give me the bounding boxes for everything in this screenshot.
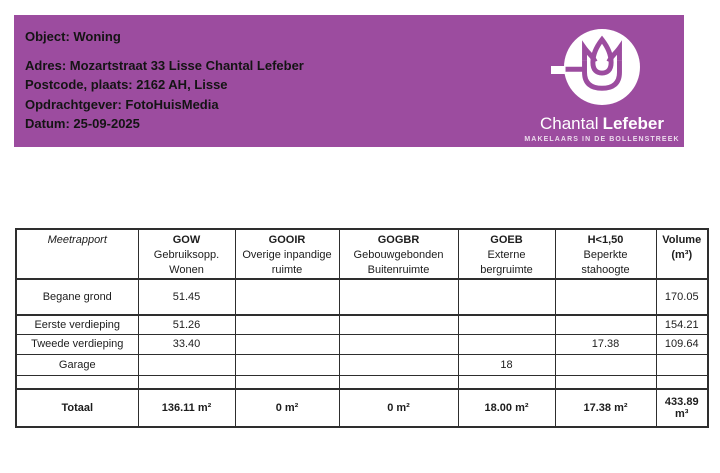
tulip-icon: [564, 29, 640, 105]
row-label: Begane grond: [16, 279, 138, 315]
col-desc: bergruimte: [480, 264, 533, 276]
cell-gow: 136.11 m²: [138, 389, 235, 427]
cell-goeb: 18.00 m²: [458, 389, 555, 427]
meetrapport-table: [15, 228, 709, 428]
cell-gogbr: [339, 334, 458, 354]
header-row: [16, 229, 708, 279]
cell-gooir: [235, 354, 339, 375]
cell-gooir: [235, 334, 339, 354]
col-code: GOOIR: [268, 234, 306, 246]
cell-gow: 33.40: [138, 334, 235, 354]
cell-goeb: [458, 334, 555, 354]
cell-volume: 154.21: [656, 315, 708, 334]
col-header-gooir: [235, 229, 339, 279]
brand-wordmark: [540, 114, 664, 134]
row-eerste-verdieping: [16, 315, 708, 334]
col-code: H<1,50: [587, 234, 624, 246]
cell-h150: [555, 375, 656, 389]
brand-logo: [523, 15, 681, 147]
col-code: GOW: [172, 234, 201, 246]
row-label: [16, 375, 138, 389]
info-panel: [14, 15, 684, 147]
col-header-gow: [138, 229, 235, 279]
col-header-goeb: [458, 229, 555, 279]
row-label: Tweede verdieping: [16, 334, 138, 354]
info-text: [25, 27, 304, 134]
col-desc: Externe: [487, 249, 526, 261]
cell-goeb: [458, 375, 555, 389]
cell-volume: 170.05: [656, 279, 708, 315]
col-header-volume: [656, 229, 708, 279]
cell-gow: [138, 375, 235, 389]
col-desc: (m³): [671, 249, 693, 261]
opdrachtgever-line: Opdrachtgever: FotoHuisMedia: [25, 96, 219, 112]
row-label: Eerste verdieping: [16, 315, 138, 334]
cell-goeb: 18: [458, 354, 555, 375]
cell-goeb: [458, 279, 555, 315]
datum-line: Datum: 25-09-2025: [25, 116, 140, 131]
cell-volume: [656, 354, 708, 375]
col-code: GOEB: [490, 234, 523, 246]
object-line: Object: Woning: [25, 29, 121, 44]
cell-gow: 51.45: [138, 279, 235, 315]
adres-line: Adres: Mozartstraat 33 Lisse Chantal Lefeber: [25, 57, 304, 73]
corner-cell: Meetrapport: [16, 229, 138, 279]
cell-h150: [555, 279, 656, 315]
col-desc: stahoogte: [581, 264, 630, 276]
col-desc: Buitenruimte: [367, 264, 430, 276]
row-tweede-verdieping: [16, 334, 708, 354]
col-desc: Wonen: [169, 264, 204, 276]
row-blank: [16, 375, 708, 389]
cell-gooir: [235, 375, 339, 389]
cell-h150: [555, 354, 656, 375]
postcode-line: Postcode, plaats: 2162 AH, Lisse: [25, 77, 228, 92]
cell-gogbr: [339, 375, 458, 389]
col-desc: ruimte: [271, 264, 303, 276]
col-desc: Beperkte: [583, 249, 628, 261]
cell-gow: [138, 354, 235, 375]
cell-gogbr: [339, 354, 458, 375]
brand-name-regular: Chantal: [539, 114, 599, 133]
col-code: GOGBR: [377, 234, 420, 246]
row-label: Totaal: [16, 389, 138, 427]
brand-name-bold: Lefeber: [602, 114, 665, 133]
cell-gow: 51.26: [138, 315, 235, 334]
row-totaal: [16, 389, 708, 427]
cell-goeb: [458, 315, 555, 334]
cell-volume: 433.89 m³: [656, 389, 708, 427]
col-desc: Overige inpandige: [242, 249, 332, 261]
cell-volume: [656, 375, 708, 389]
cell-gooir: [235, 279, 339, 315]
row-label: Garage: [16, 354, 138, 375]
meetrapport-table-wrap: [15, 228, 709, 428]
col-header-gogbr: [339, 229, 458, 279]
cell-gooir: 0 m²: [235, 389, 339, 427]
cell-volume: 109.64: [656, 334, 708, 354]
row-begane-grond: [16, 279, 708, 315]
col-desc: Gebouwgebonden: [353, 249, 444, 261]
cell-h150: [555, 315, 656, 334]
cell-gogbr: [339, 315, 458, 334]
cell-h150: 17.38 m²: [555, 389, 656, 427]
row-garage: [16, 354, 708, 375]
col-desc: Gebruiksopp.: [153, 249, 220, 261]
cell-gooir: [235, 315, 339, 334]
brand-tagline: MAKELAARS IN DE BOLLENSTREEK: [524, 136, 680, 143]
cell-h150: 17.38: [555, 334, 656, 354]
col-code: Volume: [662, 234, 702, 246]
col-header-h150: [555, 229, 656, 279]
cell-gogbr: [339, 279, 458, 315]
cell-gogbr: 0 m²: [339, 389, 458, 427]
logo-circle: [564, 29, 640, 105]
